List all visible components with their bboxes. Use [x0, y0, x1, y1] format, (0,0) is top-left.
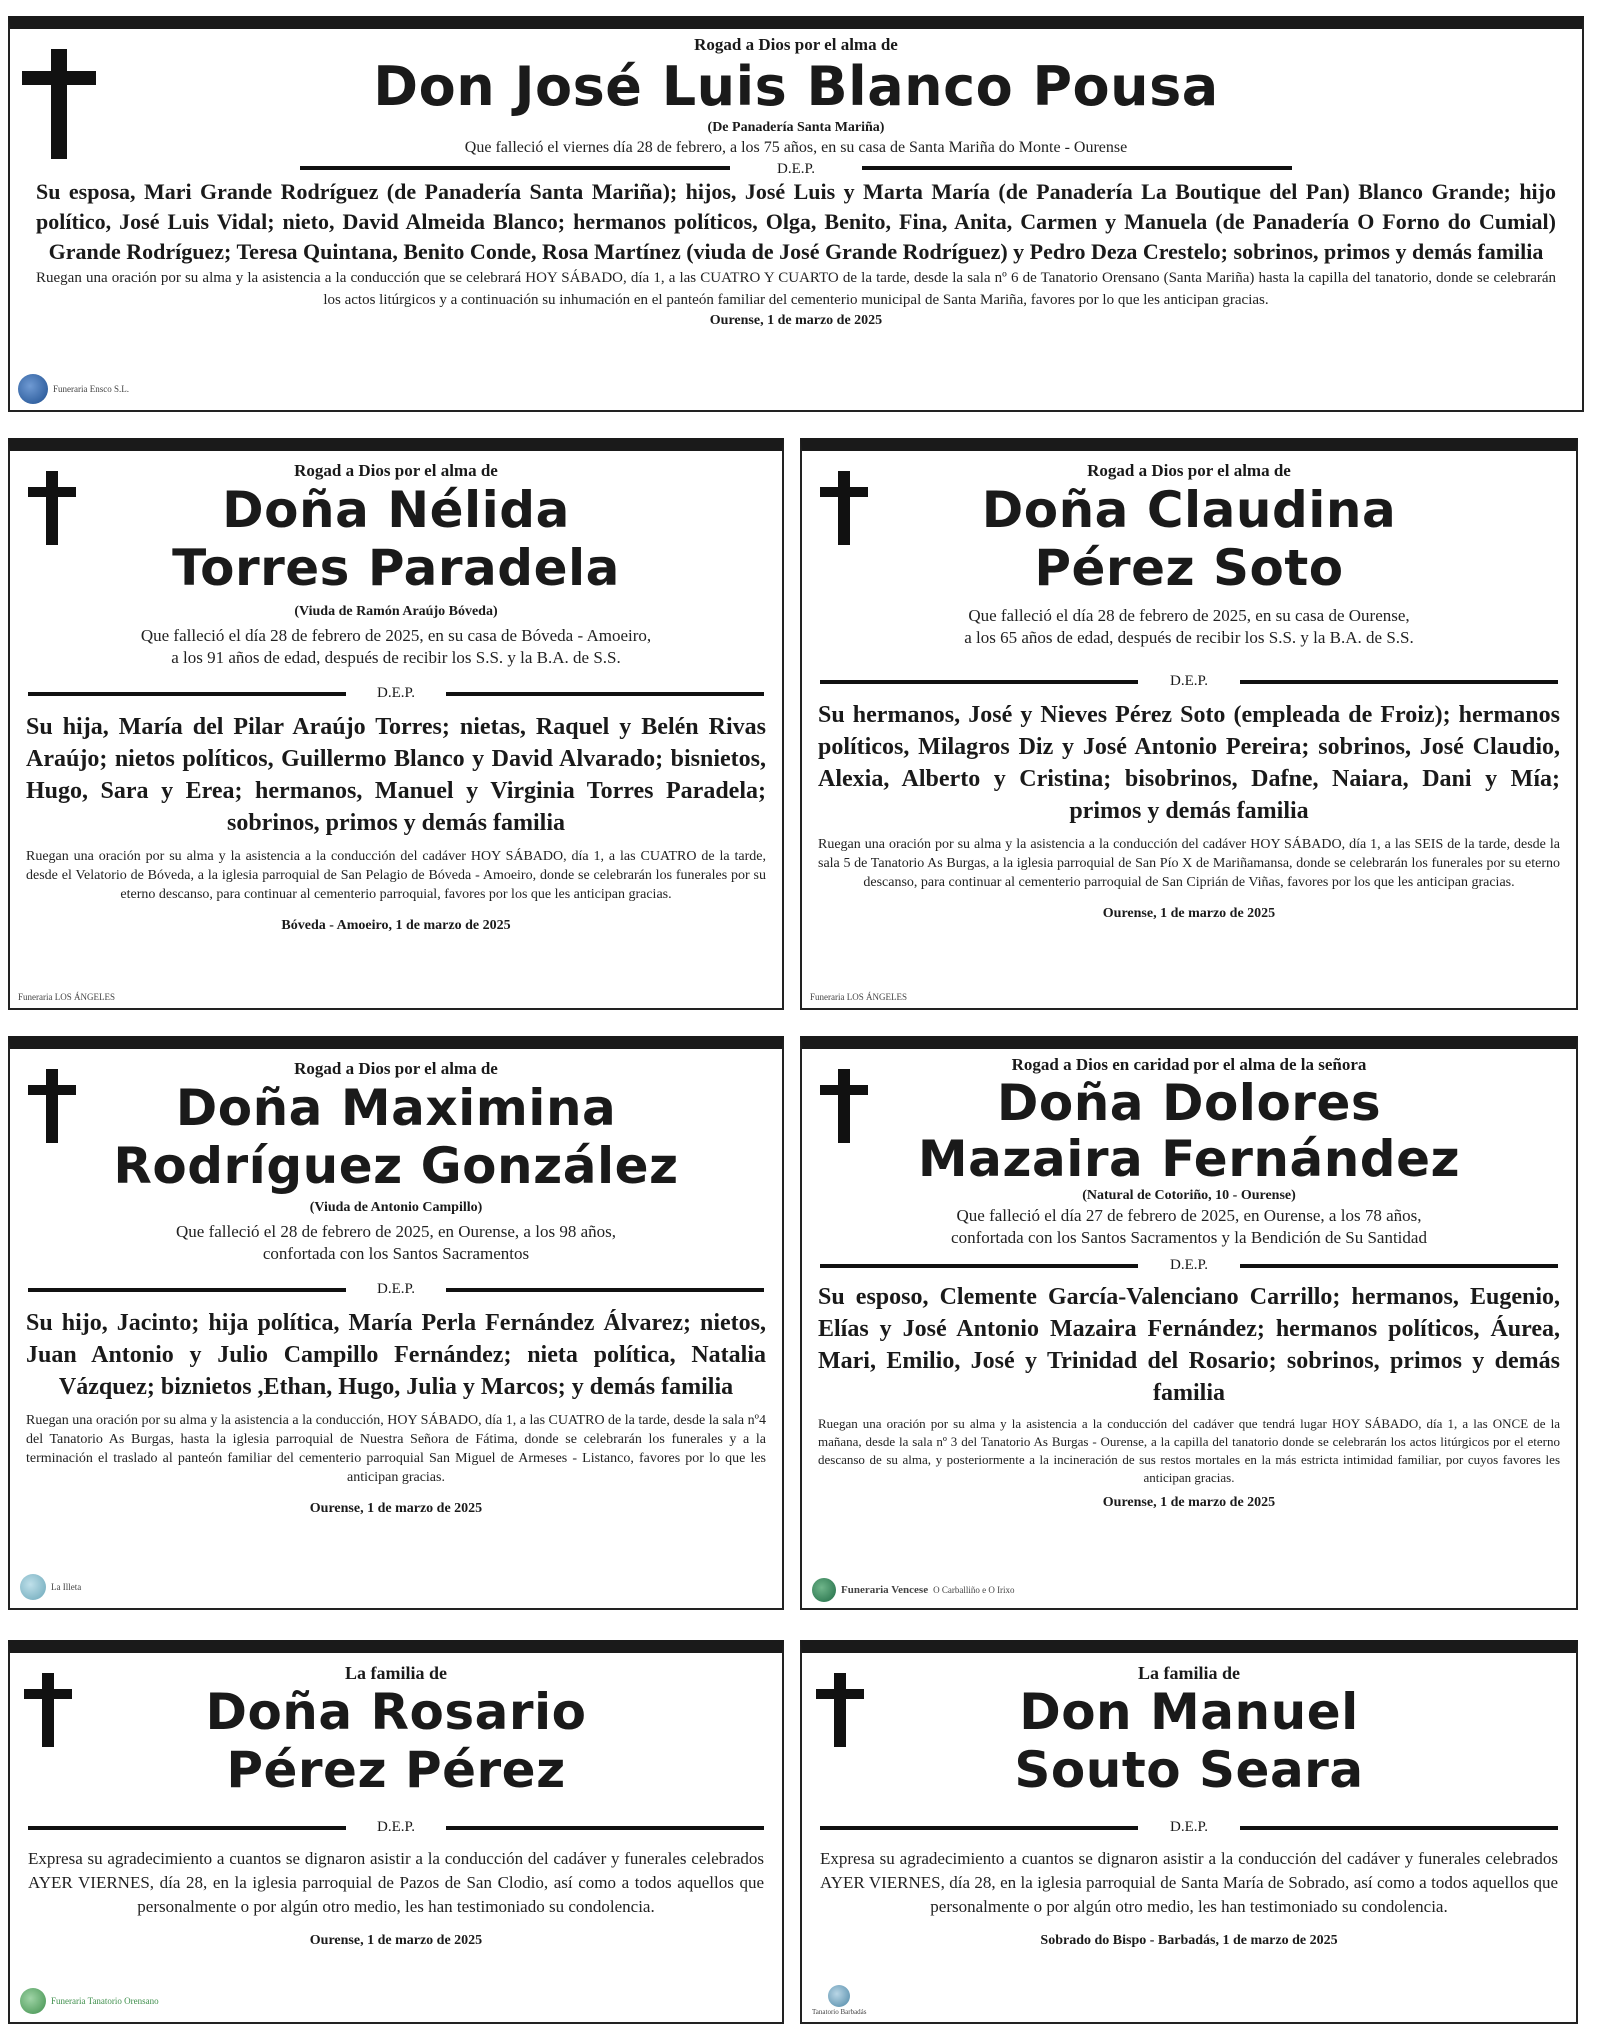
deceased-name-line2: Torres Paradela — [172, 539, 620, 597]
family-list: Su hijo, Jacinto; hija política, María Perla Fernández Álvarez; nietos, Juan Antonio y Julio Campillo Fernández; nieta política, Natalia Vázquez; biznietos ,Ethan, Hugo, Julia y Marcos; y demás familia — [26, 1310, 766, 1400]
deceased-name-line2: Souto Seara — [1014, 1741, 1364, 1799]
funeral-home-logo-icon — [812, 1578, 836, 1602]
dep-divider — [820, 1255, 1558, 1275]
prayer-text: Ruegan una oración por su alma y la asistencia a la conducción del cadáver HOY SÁBADO, día 1, a las CUATRO de la tarde, desde el Velatorio de Bóveda, a la iglesia parroquial de San Pelagio de Bóveda - Amoeiro, donde se celebrarán los funerales por su eterno descanso, para continuar al cementerio parroquial, favores por los que les anticipan gracias. — [26, 849, 766, 902]
deceased-name-line2: Pérez Pérez — [226, 1741, 566, 1799]
funeral-home-name: Tanatorio Barbadás — [812, 2008, 867, 2016]
obituary-perez-soto — [800, 438, 1578, 1010]
subtitle: (De Panadería Santa Mariña) — [707, 120, 885, 135]
family-list: Su esposo, Clemente García-Valenciano Carrillo; hermanos, Eugenio, Elías y José Antonio Mazaira Fernández; hermanos políticos, Áurea, Mari, Emilio, José y Trinidad del Rosario; sobrinos, primos y demás familia — [818, 1284, 1560, 1406]
death-info-line2: a los 91 años de edad, después de recibir los S.S. y la B.A. de S.S. — [171, 648, 621, 667]
dep-divider — [28, 1279, 764, 1299]
funeral-home-name: La Illeta — [51, 1582, 82, 1592]
prayer-text: Ruegan una oración por su alma y la asistencia a la conducción, HOY SÁBADO, día 1, a las CUATRO de la tarde, desde la sala nº4 del Tanatorio As Burgas, hasta la iglesia parroquial de Nuestra Señora de Fátima, donde se celebrarán los funerales y a la terminación el traslado al panteón familiar del cementerio parroquial San Miguel de Armeses - Listanco, favores por lo que les anticipan gracias. — [26, 1413, 766, 1485]
deceased-name-line1: Doña Nélida — [222, 481, 570, 539]
funeral-home — [812, 1985, 867, 2016]
funeral-home — [20, 1574, 81, 1600]
pre-text: Rogad a Dios en caridad por el alma de la señora — [1011, 1055, 1367, 1074]
death-info-line1: Que falleció el día 28 de febrero de 2025, en su casa de Ourense, — [968, 606, 1410, 625]
date-line: Ourense, 1 de marzo de 2025 — [1102, 906, 1276, 921]
death-info-line1: Que falleció el día 27 de febrero de 2025, en Ourense, a los 78 años, — [956, 1206, 1422, 1225]
pre-text: Rogad a Dios por el alma de — [294, 1059, 498, 1078]
date-line: Ourense, 1 de marzo de 2025 — [309, 1501, 483, 1516]
dep-text: D.E.P. — [377, 1819, 415, 1835]
funeral-home — [20, 1988, 159, 2014]
subtitle: (Viuda de Ramón Araújo Bóveda) — [294, 604, 498, 619]
deceased-name-line1: Doña Maximina — [175, 1079, 617, 1137]
death-info-line2: confortada con los Santos Sacramentos — [262, 1244, 530, 1263]
funeral-home-logo-icon — [20, 1988, 46, 2014]
thanks-text: Expresa su agradecimiento a cuantos se dignaron asistir a la conducción del cadáver y funerales celebrados AYER VIERNES, día 28, en la iglesia parroquial de Pazos de San Clodio, así como a todos aquellos que personalmente o por algún otro medio, les han testimoniado su condolencia. — [28, 1849, 764, 1916]
thanks-text: Expresa su agradecimiento a cuantos se dignaron asistir a la conducción del cadáver y funerales celebrados AYER VIERNES, día 28, en la iglesia parroquial de Santa María de Sobrado, así como a todos aquellos que personalmente o por algún otro medio, les han testimoniado su condolencia. — [820, 1849, 1558, 1916]
funeral-home-logo-icon — [828, 1985, 850, 2007]
cross-icon — [820, 471, 868, 545]
deceased-name-line2: Rodríguez González — [113, 1137, 679, 1195]
prayer-text: Ruegan una oración por su alma y la asistencia a la conducción que se celebrará HOY SÁBADO, día 1, a las CUATRO Y CUARTO de la tarde, desde la sala nº 6 de Tanatorio Orensano (Santa Mariña) hasta la capilla del tanatorio, donde se celebrarán los actos litúrgicos y a continuación su inhumación en el panteón familiar del cementerio municipal de Santa Mariña, favores por lo que les anticipan gracias. — [36, 270, 1556, 308]
obituary-main — [8, 16, 1584, 412]
date-line: Sobrado do Bispo - Barbadás, 1 de marzo de 2025 — [1040, 1933, 1338, 1948]
pre-text: La familia de — [345, 1663, 447, 1683]
funeral-home-logo-icon — [18, 374, 48, 404]
subtitle: (Natural de Cotoriño, 10 - Ourense) — [1082, 1188, 1296, 1203]
prayer-text: Ruegan una oración por su alma y la asistencia a la conducción del cadáver que tendrá lugar HOY SÁBADO, día 1, a las ONCE de la mañana, desde la sala nº 3 del Tanatorio As Burgas - Ourense, a la capilla del tanatorio donde se celebrarán los actos litúrgicos por el eterno descanso de su alma, y posteriormente a la incineración de sus restos mortales en la más estricta intimidad familiar, por cuyos favores les anticipan gracias. — [818, 1416, 1560, 1485]
obituary-perez-perez — [8, 1640, 784, 2024]
deceased-name-line1: Doña Rosario — [205, 1683, 587, 1741]
funeral-home-location: O Carballiño e O Irixo — [933, 1585, 1015, 1595]
pre-text: Rogad a Dios por el alma de — [694, 35, 898, 54]
funeral-home — [18, 374, 129, 404]
cross-icon — [24, 1673, 72, 1747]
family-list: Su hermanos, José y Nieves Pérez Soto (empleada de Froiz); hermanos políticos, Milagros Diz y José Antonio Pereira; sobrinos, José Claudio, Alexia, Alberto y Cristina; bisobrinos, Dafne, Naiara, Dani y Mía; primos y demás familia — [818, 702, 1560, 824]
cross-icon — [22, 49, 96, 159]
date-line: Bóveda - Amoeiro, 1 de marzo de 2025 — [281, 918, 511, 933]
prayer-text: Ruegan una oración por su alma y la asistencia a la conducción del cadáver HOY SÁBADO, día 1, a las SEIS de la tarde, desde la sala 5 de Tanatorio As Burgas, a la iglesia parroquial de San Pío X de Mariñamansa, donde se celebrarán los funerales por su eterno descanso, para continuar al cementerio parroquial de San Ciprián de Viñas, favores por los que les anticipan gracias. — [818, 837, 1560, 890]
funeral-home — [810, 992, 907, 1002]
dep-text: D.E.P. — [1170, 1257, 1208, 1273]
cross-icon — [816, 1673, 864, 1747]
deceased-name-line2: Mazaira Fernández — [917, 1130, 1461, 1188]
date-line: Ourense, 1 de marzo de 2025 — [309, 1933, 483, 1948]
dep-divider — [820, 671, 1558, 691]
funeral-home-name: Funeraria LOS ÁNGELES — [18, 992, 115, 1002]
funeral-home-name: Funeraria Tanatorio Orensano — [51, 1996, 159, 2006]
family-list: Su esposa, Mari Grande Rodríguez (de Panadería Santa Mariña); hijos, José Luis y Marta María (de Panadería La Boutique del Pan) Blanco Grande; hijo político, José Luis Vidal; nieto, David Almeida Blanco; hermanos políticos, Olga, Benito, Fina, Anita, Carmen y Manuela (de Panadería O Forno do Cumial) Grande Rodríguez; Teresa Quintana, Benito Conde, Rosa Martínez (viuda de José Grande Rodríguez) y Pedro Deza Crestelo; sobrinos, primos y demás familia — [36, 179, 1556, 264]
cross-icon — [28, 471, 76, 545]
funeral-home — [18, 992, 115, 1002]
pre-text: Rogad a Dios por el alma de — [1087, 461, 1291, 480]
dep-divider — [28, 1817, 764, 1837]
funeral-home — [812, 1578, 1015, 1602]
death-info-line2: confortada con los Santos Sacramentos y la Bendición de Su Santidad — [951, 1228, 1427, 1247]
funeral-home-name: Funeraria Ensco S.L. — [53, 384, 129, 394]
deceased-name-line1: Doña Dolores — [996, 1074, 1382, 1132]
dep-divider — [820, 1817, 1558, 1837]
date-line: Ourense, 1 de marzo de 2025 — [709, 313, 883, 328]
subtitle: (Viuda de Antonio Campillo) — [309, 1200, 483, 1215]
death-info-line1: Que falleció el día 28 de febrero de 2025, en su casa de Bóveda - Amoeiro, — [140, 626, 652, 645]
date-line: Ourense, 1 de marzo de 2025 — [1102, 1495, 1276, 1510]
family-list: Su hija, María del Pilar Araújo Torres; nietas, Raquel y Belén Rivas Araújo; nietos políticos, Guillermo Blanco y David Alvarado; bisnietos, Hugo, Sara y Erea; hermanos, Manuel y Virginia Torres Paradela; sobrinos, primos y demás familia — [26, 714, 766, 836]
dep-text: D.E.P. — [1170, 673, 1208, 689]
funeral-home-name: Funeraria Vencese — [841, 1584, 929, 1596]
obituary-mazaira-fernandez — [800, 1036, 1578, 1610]
deceased-name-line2: Pérez Soto — [1034, 539, 1344, 597]
dep-divider — [300, 159, 1292, 177]
dep-text: D.E.P. — [377, 685, 415, 701]
dep-text: D.E.P. — [377, 1281, 415, 1297]
obituary-rodriguez-gonzalez — [8, 1036, 784, 1610]
deceased-name: Don José Luis Blanco Pousa — [373, 55, 1219, 118]
death-info-line1: Que falleció el 28 de febrero de 2025, en Ourense, a los 98 años, — [176, 1222, 616, 1241]
dep-text: D.E.P. — [777, 161, 815, 177]
funeral-home-name: Funeraria LOS ÁNGELES — [810, 992, 907, 1002]
death-info-line2: a los 65 años de edad, después de recibir los S.S. y la B.A. de S.S. — [964, 628, 1414, 647]
deceased-name-line1: Doña Claudina — [981, 481, 1397, 539]
cross-icon — [28, 1069, 76, 1143]
dep-text: D.E.P. — [1170, 1819, 1208, 1835]
deceased-name-line1: Don Manuel — [1019, 1683, 1359, 1741]
obituary-torres-paradela — [8, 438, 784, 1010]
funeral-home-logo-icon — [20, 1574, 46, 1600]
obituary-souto-seara — [800, 1640, 1578, 2024]
cross-icon — [820, 1069, 868, 1143]
death-info: Que falleció el viernes día 28 de febrero, a los 75 años, en su casa de Santa Mariña do Monte - Ourense — [464, 139, 1128, 156]
dep-divider — [28, 683, 764, 703]
pre-text: Rogad a Dios por el alma de — [294, 461, 498, 480]
pre-text: La familia de — [1138, 1663, 1240, 1683]
